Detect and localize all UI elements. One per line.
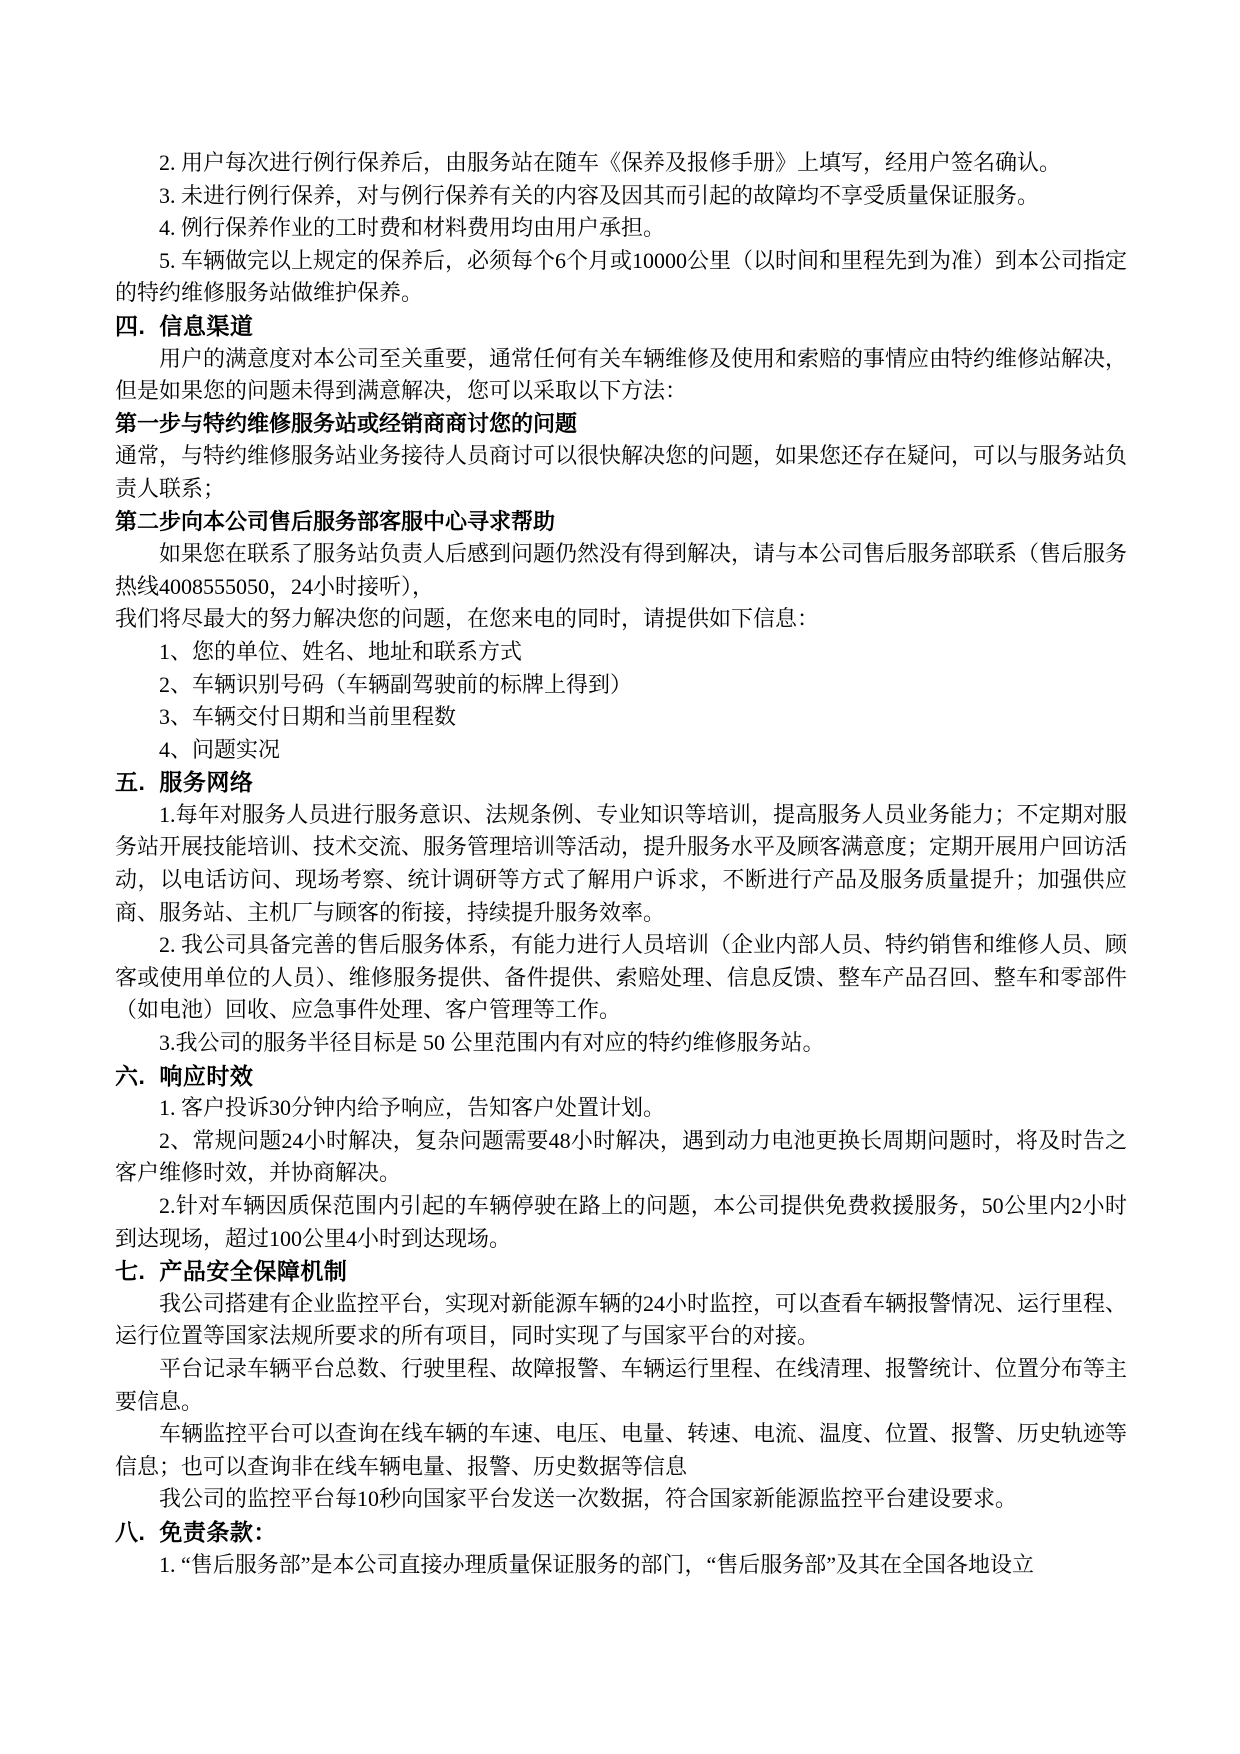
- heading-label: 产品安全保障机制: [159, 1258, 348, 1285]
- section-heading-disclaimer: [115, 1516, 1127, 1549]
- paragraph-monitor-3: 车辆监控平台可以查询在线车辆的车速、电压、电量、转速、电流、温度、位置、报警、历史轨迹等信息；也可以查询非在线车辆电量、报警、历史数据等信息: [115, 1421, 1128, 1479]
- paragraph-network-1: 1.每年对服务人员进行服务意识、法规条例、专业知识等培训，提高服务人员业务能力；不定期对服务站开展技能培训、技术交流、服务管理培训等活动，提升服务水平及顾客满意度；定期开展用户回访活动，以电话访问、现场考察、统计调研等方式了解用户诉求，不断进行产品及服务质量提升；加强供应商、服务站、主机厂与顾客的衔接，持续提升服务效率。: [115, 801, 1128, 925]
- paragraph-network-3: 3.我公司的服务半径目标是 50 公里范围内有对应的特约维修服务站。: [159, 1030, 825, 1056]
- paragraph-step-1: 通常，与特约维修服务站业务接待人员商讨可以很快解决您的问题，如果您还存在疑问，可以与服务站负责人联系；: [115, 443, 1128, 501]
- heading-label: 服务网络: [159, 769, 254, 796]
- list-item-maintenance-5: 5. 车辆做完以上规定的保养后，必须每个6个月或10000公里（以时间和里程先到为准）到本公司指定的特约维修服务站做维护保养。: [115, 247, 1128, 306]
- section-heading-safety-mechanism: [115, 1255, 1127, 1288]
- list-item-maintenance-4: 4. 例行保养作业的工时费和材料费用均由用户承担。: [159, 215, 666, 241]
- heading-label: 响应时效: [159, 1062, 254, 1089]
- paragraph-response-1: 1. 客户投诉30分钟内给予响应，告知客户处置计划。: [159, 1095, 666, 1121]
- list-item-info-3: 3、车辆交付日期和当前里程数: [159, 704, 457, 730]
- section-heading-response-time: [115, 1060, 1127, 1093]
- list-item-info-1: 1、您的单位、姓名、地址和联系方式: [159, 638, 523, 664]
- heading-number: 四.: [115, 312, 146, 339]
- step-heading-1: 第一步与特约维修服务站或经销商商讨您的问题: [115, 410, 578, 436]
- paragraph-network-2: 2. 我公司具备完善的售后服务体系，有能力进行人员培训（企业内部人员、特约销售和维修人员、顾客或使用单位的人员）、维修服务提供、备件提供、索赔处理、信息反馈、整车产品召回、整车和零部件（如电池）回收、应急事件处理、客户管理等工作。: [115, 932, 1128, 1023]
- paragraph-disclaimer-1: 1. “售后服务部”是本公司直接办理质量保证服务的部门，“售后服务部”及其在全国各地设立: [159, 1551, 1035, 1577]
- heading-number: 八.: [115, 1518, 146, 1545]
- paragraph-monitor-4: 我公司的监控平台每10秒向国家平台发送一次数据，符合国家新能源监控平台建设要求。: [159, 1486, 1018, 1512]
- paragraph-monitor-2: 平台记录车辆平台总数、行驶里程、故障报警、车辆运行里程、在线清理、报警统计、位置分布等主要信息。: [115, 1355, 1128, 1414]
- section-heading-service-network: [115, 766, 1127, 799]
- list-item-info-2: 2、车辆识别号码（车辆副驾驶前的标牌上得到）: [159, 671, 633, 697]
- heading-label: 免责条款：: [159, 1518, 277, 1545]
- paragraph-response-3: 2.针对车辆因质保范围内引起的车辆停驶在路上的问题，本公司提供免费救援服务，50公里内2小时到达现场，超过100公里4小时到达现场。: [115, 1193, 1127, 1251]
- paragraph-step-2: 如果您在联系了服务站负责人后感到问题仍然没有得到解决，请与本公司售后服务部联系（售后服务热线4008555050，24小时接听），: [115, 541, 1128, 599]
- section-heading-info-channels: [115, 310, 1127, 343]
- heading-number: 五.: [115, 769, 146, 796]
- paragraph-monitor-1: 我公司搭建有企业监控平台，实现对新能源车辆的24小时监控，可以查看车辆报警情况、运行里程、运行位置等国家法规所要求的所有项目，同时实现了与国家平台的对接。: [115, 1290, 1128, 1349]
- paragraph-call-info: 我们将尽最大的努力解决您的问题，在您来电的同时，请提供如下信息：: [115, 606, 820, 632]
- paragraph-response-2: 2、常规问题24小时解决，复杂问题需要48小时解决，遇到动力电池更换长周期问题时，将及时告之客户维修时效，并协商解决。: [115, 1127, 1127, 1186]
- list-item-info-4: 4、问题实况: [159, 736, 281, 762]
- heading-number: 七.: [115, 1258, 146, 1285]
- list-item-maintenance-2: 2. 用户每次进行例行保养后，由服务站在随车《保养及报修手册》上填写，经用户签名确认。: [159, 150, 1062, 175]
- paragraph-satisfaction: 用户的满意度对本公司至关重要，通常任何有关车辆维修及使用和索赔的事情应由特约维修站解决，但是如果您的问题未得到满意解决，您可以采取以下方法：: [115, 345, 1128, 404]
- step-heading-2: 第二步向本公司售后服务部客服中心寻求帮助: [115, 508, 556, 534]
- heading-number: 六.: [115, 1062, 146, 1089]
- heading-label: 信息渠道: [159, 312, 254, 339]
- list-item-maintenance-3: 3. 未进行例行保养，对与例行保养有关的内容及因其而引起的故障均不享受质量保证服务。: [159, 182, 1040, 208]
